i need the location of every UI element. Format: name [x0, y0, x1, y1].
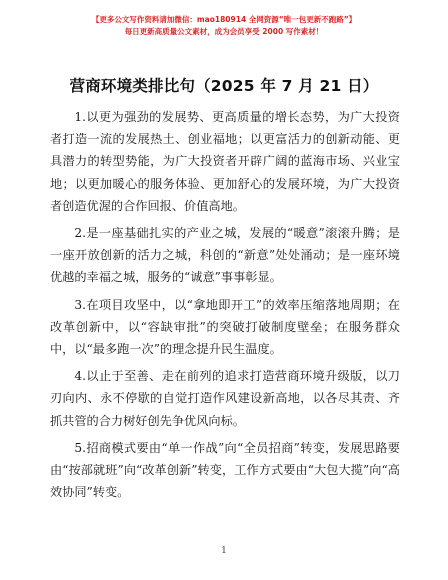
paragraph-5: 5.招商模式要由“单一作战”向“全员招商”转变，发展思路要由“按部就班”向“改革创新”转变，工作方式要由“大包大揽”向“高效协同”转变。: [50, 440, 400, 500]
promo-banner-line-2: 每日更新高质量公文素材，成为会员享受 2000 写作素材！: [124, 27, 324, 36]
paragraph-1: 1.以更为强劲的发展势、更高质量的增长态势，为广大投资者打造一流的发展热土、创业福地；以更富活力的创新动能、更具潜力的转型势能，为广大投资者开辟广阔的蓝海市场、兴业宝地；以更加暖心的服务体验、更加舒心的发展环境，为广大投资者创造优渥的合作回报、价值高地。: [50, 110, 400, 213]
paragraph-3: 3.在项目攻坚中，以“拿地即开工”的效率压缩落地周期；在改革创新中，以“容缺审批”的突破打破制度壁垒；在服务群众中，以“最多跑一次”的理念提升民生温度。: [50, 297, 400, 357]
document-title: 营商环境类排比句（2025 年 7 月 21 日）: [69, 77, 379, 95]
promo-banner-line-1: 【更多公文写作资料请加微信：mao180914 全网资源“唯一包更新不跑路”】: [91, 15, 357, 24]
paragraph-4: 4.以止于至善、走在前列的追求打造营商环境升级版，以刀刃向内、永不停歇的自觉打造作风建设新高地，以各尽其责、齐抓共管的合力树好创先争优风向标。: [50, 369, 400, 428]
document-body: [50, 106, 400, 508]
page-number: 1: [221, 546, 227, 556]
paragraph-2: 2.是一座基础扎实的产业之城，发展的“暖意”滚滚升腾；是一座开放创新的活力之城，科创的“新意”处处涌动；是一座环境优越的幸福之城，服务的“诚意”事事彰显。: [50, 226, 400, 285]
promo-banner: [0, 14, 448, 38]
